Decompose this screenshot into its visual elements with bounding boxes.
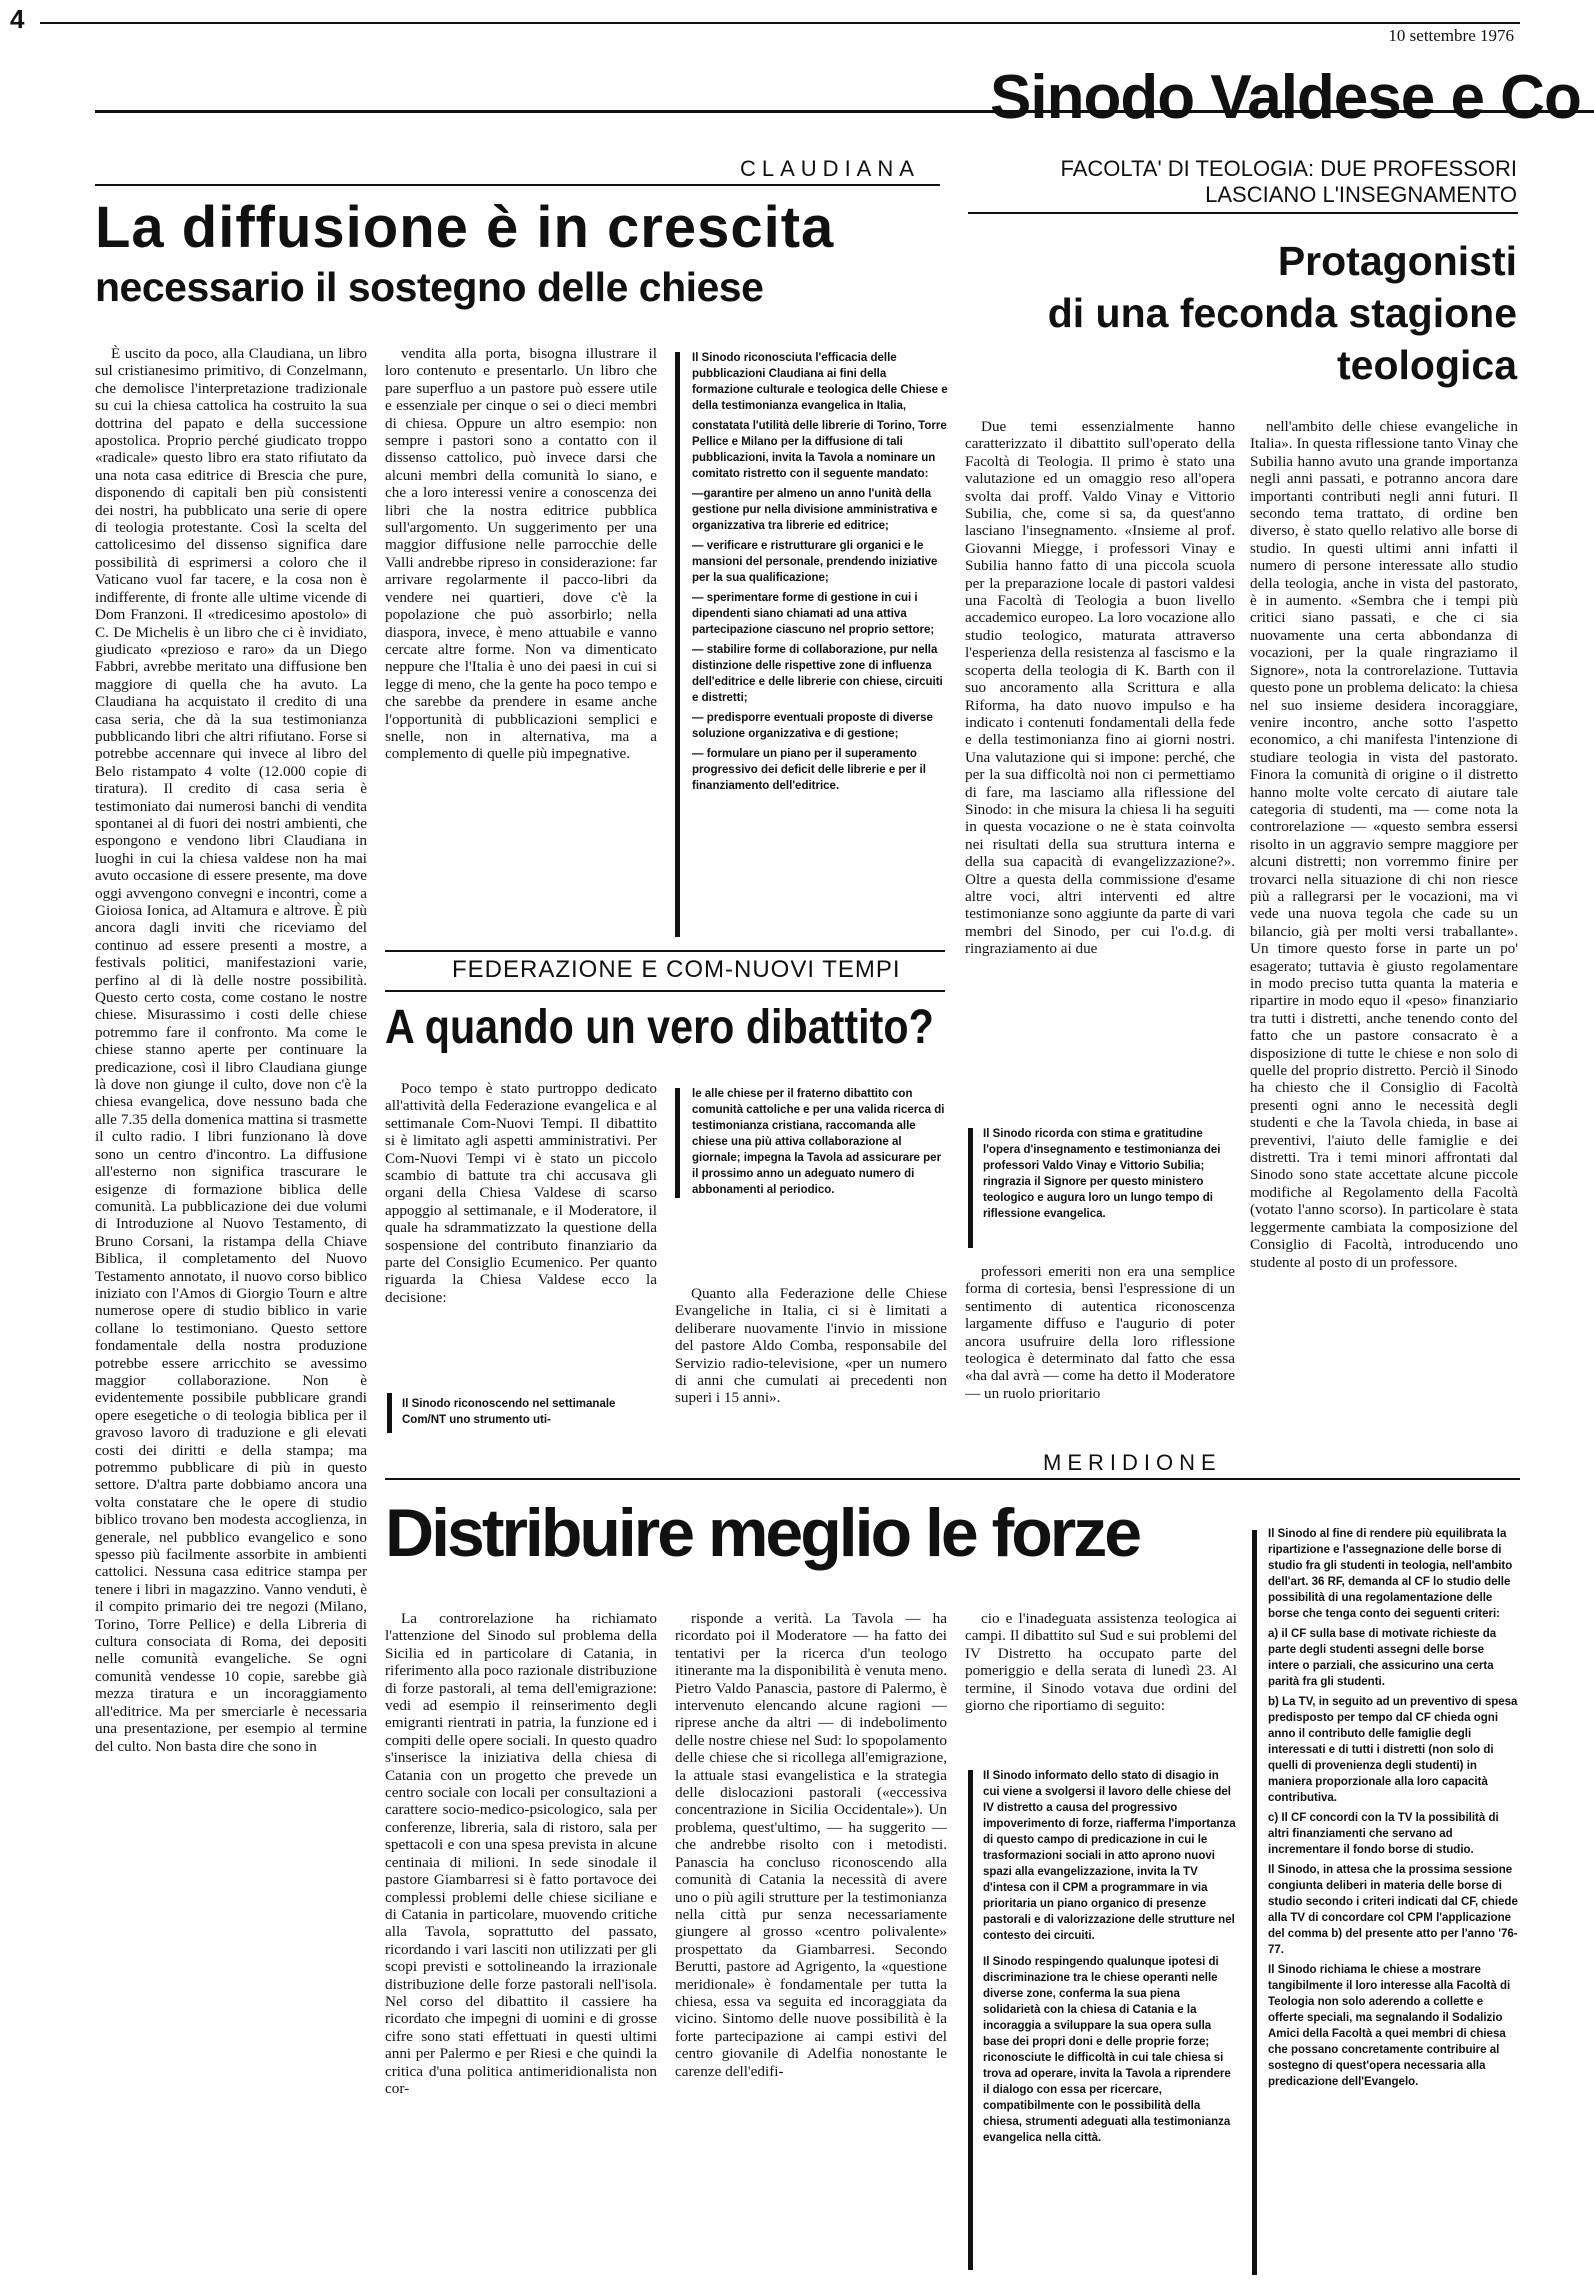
federazione-motion-bar: [387, 1393, 392, 1433]
meridione-rule: [385, 1478, 1520, 1480]
borse-motion-bar: [1252, 1530, 1257, 2275]
borse-motions: Il Sinodo al fine di rendere più equilibrata la ripartizione e l'assegnazione delle borse di studio fra gli studenti in teologia, nell'ambito dell'art. 36 RF, demanda al CF lo studio delle possibilità di una regolamentazione delle borse che tenga conto dei seguenti criteri: a) il CF sulla base di motivate richieste da parte degli studenti assegni delle borse intere o parziali, che assicurino una certa parità fra gli studenti. b) La TV, in seguito ad un preventivo di spesa predisposto per tempo dal CF chieda ogni anno il contributo delle famiglie degli interessati e di tutti i distretti (non solo di quelli di provenienza degli studenti) in maniera proporzionale alla loro capacità contributiva. c) Il CF concordi con la TV la possibilità di altri finanziamenti che servano ad incrementare il fondo borse di studio. Il Sinodo, in attesa che la prossima sessione congiunta deliberi in materia delle borse di studio secondo i criteri indicati dal CF, chiede alla TV di concordare col CPM l'applicazione del comma b) del presente atto per l'anno '76-77. Il Sinodo richiama le chiese a mostrare tangibilmente il loro interesse alla Facoltà di Teologia non solo aderendo a collette e offerte speciali, ma segnalando il Sodalizio Amici della Facoltà a quei membri di chiesa che possano concretamente contribuire al sostegno di quest'opera necessaria alla predicazione dell'Evangelo.: [1268, 1528, 1518, 2088]
claudiana-kicker: CLAUDIANA: [740, 156, 920, 181]
facolta-column-1: Due temi essenzialmente hanno caratterizzato il dibattito sull'operato della Facoltà di Teologia. Il primo è stato una valutazione ed un omaggio reso all'opera svolta dai proff. Valdo Vinay e Vittorio Subilia, che, come si sa, da quest'anno lasciano l'insegnamento. «Insieme al prof. Giovanni Miegge, i professori Vinay e Subilia hanno fatto di una piccola scuola per la preparazione locale di pastori valdesi una Facoltà di Teologia a buon livello accademico europeo. La loro vocazione allo studio teologico, maturata attraverso l'esperienza della resistenza al fascismo e la scoperta della teologia di K. Barth con il suo ancoramento alla Scrittura e alla Riforma, ha dato nuovo impulso e ha indicato i contenuti fondamentali della fede e della testimonianza fino ai giorni nostri. Una valutazione qui si impone: perché, che per la sua difficoltà noi non ci permettiamo di fare, ma lasciamo alla riflessione del Sinodo: in che misura la chiesa li ha seguiti in questa vocazione o ne è stata coinvolta nei risultati della sua struttura interna e della sua capacità di evangelizzazione?». Oltre a questa della commissione d'esame altre voci, altri interventi ed altre testimonianze sono aggiunte da parte di vari membri del Sinodo, per cui l'o.d.g. di ringraziamento ai due: [965, 418, 1235, 958]
facolta-motion: Il Sinodo ricorda con stima e gratitudine l'opera d'insegnamento e testimonianza dei professori Valdo Vinay e Vittorio Subilia; ringrazia il Signore per questo ministero teologico e augura loro un lungo tempo di riflessione evangelica.: [983, 1128, 1221, 1220]
claudiana-title: La diffusione è in crescita: [95, 195, 835, 260]
facolta-column-2: nell'ambito delle chiese evangeliche in Italia». In questa riflessione tanto Vinay che Subilia hanno avuto una grande importanza negli anni passati, e potranno ancora dare importanti contributi negli anni futuri. Il secondo tema trattato, di ordine ben diverso, è stato quello relativo alle borse di studio. In questi ultimi anni infatti il numero di persone interessate allo studio della teologia, anche in vista del pastorato, è in aumento. «Sembra che i tempi più critici siano passati, e che ci sia nuovamente una certa abbondanza di vocazioni, per la quale ringraziamo il Signore», nota la controrelazione. Tuttavia questo pone un problema delicato: la chiesa nel suo insieme desidera incoraggiare, venire incontro, anche sotto l'aspetto economico, a chi manifesta l'intenzione di studiare teologia in vista del pastorato. Finora la comunità di origine o il distretto hanno molte volte cercato di aiutare tale categoria di studenti, ma — come nota la controrelazione — «questo sembra essersi risolto in un aggravio sempre maggiore per alcuni distretti; non vorremmo finire per trovarci nella situazione di chi non riesce più a rallegrarsi per le vocazioni, ma vi vede una nuova tegola che cade su un bilancio, già per molti versi traballante». Un timore questo forse in parte un po' esagerato; tuttavia è giusto regolamentare in modo preciso tutta quanta la materia e ripartire in modo equo il «peso» finanziario tra tutti i distretti, anche tenendo conto del fatto che un pastore consacrato è a disposizione di tutte le chiese e non solo di quelle del proprio distretto. Perciò il Sinodo ha chiesto che il Consiglio di Facoltà presenti ogni anno le necessità degli studenti e che la Tavola chieda, in base ai preventivi, l'aiuto delle famiglie e dei distretti. Tra i temi minori affrontati dal Sinodo sono state accettate alcune piccole modifiche al Regolamento della Facoltà (votato l'anno scorso). In particolare è stata leggermente cambiata la composizione del Consiglio di Facoltà, introducendo uno studente al posto di un professore.: [1250, 418, 1518, 1271]
claudiana-column-2: vendita alla porta, bisogna illustrare il loro contenuto e presentarlo. Un libro che pare superfluo a un pastore può essere utile e essenziale per cinque o sei o dieci membri di chiesa. Oppure un altro esempio: non sempre i pastori sono a contatto con il dissenso cattolico, può invece darsi che alcuni membri della comunità lo siano, e che a loro interessi venire a conoscenza dei libri che la nostra editrice pubblica sull'argomento. Un suggerimento per una maggior diffusione nelle parrocchie delle Valli andrebbe ripreso in considerazione: far arrivare regolarmente il pacco-libri da vendere nei quartieri, dove c'è la popolazione che può assorbirlo; nella diaspora, invece, è meno attuabile e vanno cercate altre forme. Non va dimenticato neppure che l'Italia è uno dei paesi in cui si legge di meno, che la gente ha poco tempo e che sarebbe da prendere in esame anche l'opportunità di pubblicazioni semplici e snelle, non in alternativa, ma a complemento di quelle più impegnative.: [385, 345, 657, 763]
federazione-rule: [385, 950, 945, 952]
claudiana-rule: [95, 184, 940, 186]
federazione-column-1: Poco tempo è stato purtroppo dedicato all'attività della Federazione evangelica e al settimanale Com-Nuovi Tempi. Il dibattito si è limitato agli aspetti amministrativi. Per Com-Nuovi Tempi vi è stato un piccolo scambio di battute tra chi accusava gli organi della Chiesa Valdese di scarso appoggio al settimanale, e il Moderatore, il quale ha sdrammatizzato la questione della sospensione del contributo finanziario da parte del Consiglio Ecumenico. Per quanto riguarda la Chiesa Valdese ecco la decisione:: [385, 1080, 657, 1306]
facolta-title-line-1: Protagonisti: [1277, 238, 1517, 284]
federazione-kicker: FEDERAZIONE E COM-NUOVI TEMPI: [452, 956, 901, 983]
facolta-rule: [968, 212, 1518, 214]
claudiana-motion-bar: [675, 352, 680, 937]
federazione-motion-end: le alle chiese per il fraterno dibattito con comunità cattoliche e per una valida ricerca di testimonianza cristiana, raccomanda alle chiese una più attiva collaborazione al giornale; impegna la Tavola ad assicurare per il prossimo anno un adeguato numero di abbonamenti al periodico.: [692, 1088, 945, 1196]
meridione-motions: Il Sinodo informato dello stato di disagio in cui viene a svolgersi il lavoro delle chiese del IV distretto a causa del progressivo impoverimento di forze, riafferma l'importanza di questo campo di predicazione in cui le trasformazioni sociali in atto aprono nuovi spazi alla evangelizzazione, invita la TV d'intesa con il CPM a programmare in via prioritaria un piano organico di presenze pastorali e di valorizzazione delle strutture nel contesto dei circuiti. Il Sinodo respingendo qualunque ipotesi di discriminazione tra le chiese operanti nelle diverse zone, conferma la sua piena solidarietà con la chiesa di Catania e la incoraggia a sviluppare la sua opera sulla base dei propri doni e delle proprie forze; riconosciute le difficoltà in cui tale chiesa si trova ad operare, invita la Tavola a riprendere il dialogo con essa per ricercare, compatibilmente con le possibilità della chiesa, strumenti adeguati alla testimonianza evangelica nella città.: [983, 1770, 1236, 2144]
section-banner: Sinodo Valdese e Co: [990, 63, 1581, 132]
facolta-title-line-3: teologica: [1337, 342, 1517, 388]
facolta-column-1-end: professori emeriti non era una semplice forma di cortesia, bensì l'espressione di un sentimento di autentica riconoscenza largamente diffuso e l'augurio di poter ancora usufruire della loro riflessione teologica è determinato dal fatto che essa «ha dal avrà — come ha detto il Moderatore — un ruolo prioritario: [965, 1263, 1235, 1402]
header-rule: [40, 22, 1520, 24]
federazione-motion-start: Il Sinodo riconoscendo nel settimanale Com/NT uno strumento uti-: [402, 1398, 616, 1426]
meridione-motion-bar: [968, 1770, 973, 2270]
issue-date: 10 settembre 1976: [1388, 26, 1514, 45]
meridione-kicker: MERIDIONE: [1043, 1450, 1222, 1475]
claudiana-column-1: È uscito da poco, alla Claudiana, un libro sul cristianesimo primitivo, di Conzelmann, che demolisce l'interpretazione tradizionale su cui la chiesa cattolica ha costruito la sua dottrina del papato e della successione apostolica. Proprio perché giudicato troppo «radicale» questo libro era stato rifiutato da una nota casa editrice di Brescia che pure, disponendo di capitali ben più consistenti dei nostri, ha pubblicato una serie di opere di teologia protestante. Così la scelta del cattolicesimo del dissenso significa dare possibilità di esprimersi a coloro che il Vaticano vuol far tacere, e la cosa non è indifferente, di fronte alle ultime vicende di Dom Franzoni. Il «tredicesimo apostolo» di C. De Michelis è un libro che ci è invidiato, giudicato «prezioso e raro» da un Diego Fabbri, avrebbe meritato una diffusione ben maggiore di quella che ha avuto. La Claudiana ha acquistato il credito di una casa seria, che dà la sua testimonianza pubblicando libri che altri rifiutano. Forse si potrebbe accennare qui invece al libro del Belo ristampato 4 volte (12.000 copie di tiratura). Il credito di casa seria è testimoniato dai numerosi banchi di vendita spontanei al di fuori dei nostri ambienti, che espongono e vendono libri Claudiana in luoghi in cui la chiesa valdese non ha mai avuto occasione di essere presente, ma dove oggi avvengono convegni e incontri, come a Gioiosa Ionica, ad Altamura e altrove. È più ancora dagli inviti che riceviamo del continuo ad essere presenti a mostre, a festivals politici, manifestazioni varie, perfino al di là delle nostre possibilità. Questo certo costa, come costano le nostre chiese. Misurassimo i costi delle chiese potremmo fare il confronto. Ma come le chiese stanno aperte per continuare la predicazione, così il libro Claudiana giunge là dove non giunge il culto, dove non c'è la chiesa evangelica, dove nessuno bada che alle 7.35 della domenica mattina si trasmette il culto radio. I libri funzionano là dove sono un centro d'incontro. La diffusione all'esterno non significa trascurare le esigenze di formazione biblica delle comunità. La pubblicazione dei due volumi di Introduzione al Nuovo Testamento, di Bruno Corsani, la ristampa della Chiave Biblica, il completamento del Nuovo Testamento annotato, il nuovo corso biblico iniziato con l'Amos di Giorgio Tourn e altre numerose opere di studio biblico in varie collane lo testimoniano. Questo settore fondamentale della nostra produzione potrebbe essere arricchito se avessimo maggior collaborazione. Non è evidentemente possibile pubblicare grandi opere esegetiche o di teologia biblica per il gravoso lavoro di traduzione e gli elevati costi dei diritti e della stampa; ma potremmo pubblicare di più in questo settore. D'altra parte dobbiamo ancora una volta constatare che le opere di studio biblico trovano ben modesta accoglienza, in generale, nel pubblico evangelico e sono spesso più facilmente assorbite in ambienti cattolici. Nessuna casa editrice stampa per tenere i libri in magazzino. Vanno venduti, è il compito primario dei tre negozi (Milano, Torino, Torre Pellice) e della Libreria di cultura consociata di Roma, dei depositi nelle comunità evangeliche. Se ogni comunità vendesse 10 copie, sarebbe già mezza tiratura e un incoraggiamento all'editrice. Ma per smerciarle è necessaria una presentazione, per esempio al termine del culto. Non basta dire che sono in: [95, 345, 367, 1755]
claudiana-subtitle: necessario il sostegno delle chiese: [95, 264, 764, 310]
meridione-column-2: risponde a verità. La Tavola — ha ricordato poi il Moderatore — ha fatto dei tentativi per la ricerca d'un teologo itinerante ma la disponibilità è venuta meno. Pietro Valdo Panascia, pastore di Palermo, è intervenuto elencando alcune ragioni — riprese anche da altri — di indebolimento delle nostre chiese nel Sud: lo spopolamento delle chiese che si ricollega all'emigrazione, la attuale stasi evangelistica e la strategia delle dislocazioni pastorali («eccessiva concentrazione in Sicilia Occidentale»). Un problema, quest'ultimo, — ha suggerito — che andrebbe risolto con i metodisti. Panascia ha concluso riconoscendo alla comunità di Catania la necessità di avere uno o più agili strutture per la testimonianza nella città pur senza necessariamente giungere al grosso «centro polivalente» prospettato da Giambarresi. Secondo Berutti, pastore ad Agrigento, la «questione meridionale» è fondamentale per tutta la chiesa, essa va seguita ed incoraggiata da vicino. Sintomo delle nuove possibilità è la forte partecipazione ai campi estivi del centro giovanile di Adelfia nonostante le carenze dell'edifi-: [675, 1610, 947, 2080]
meridione-column-1: La controrelazione ha richiamato l'attenzione del Sinodo sul problema della Sicilia ed in particolare di Catania, in riferimento alla poco razionale distribuzione di forze pastorali, al tema dell'emigrazione: vedi ad esempio il reinserimento degli emigranti rientrati in patria, la funzione ed i compiti delle opere sociali. In questo quadro s'inserisce la iniziativa della chiesa di Catania con un progetto che prevede un centro sociale con locali per consultazioni a carattere socio-medico-psicologico, sala per conferenze, libreria, sala di ristoro, sala per spettacoli e con una spesa prevista in alcune centinaia di milioni. In sede sinodale il pastore Giambarresi si è fatto portavoce dei complessi problemi delle chiese siciliane e di Catania in particolare, muovendo critiche alla Tavola, soprattutto del passato, ricordando i vari lasciti non utilizzati per gli scopi previsti e sottolineando la irrazionale distribuzione delle forze pastorali nell'isola. Nel corso del dibattito il cassiere ha ricordato che impegni di uomini e di grosse cifre sono stati effettuati in questi ultimi anni per Palermo e per Riesi e che quindi la critica d'una politica antimeridionalista non cor-: [385, 1610, 657, 2097]
facolta-kicker: FACOLTA' DI TEOLOGIA: DUE PROFESSORI LASCIANO L'INSEGNAMENTO: [1060, 156, 1517, 207]
meridione-column-3: cio e l'inadeguata assistenza teologica ai campi. Il dibattito sul Sud e sui problemi del IV Distretto ha occupato parte del pomeriggio e della serata di lunedì 23. Al termine, il Sinodo votava due ordini del giorno che riportiamo di seguito:: [965, 1610, 1237, 1715]
federazione-column-2: Quanto alla Federazione delle Chiese Evangeliche in Italia, ci si è limitati a deliberare nuovamente l'invio in missione del pastore Aldo Comba, responsabile del Servizio radio-televisione, «per un numero di anni che cumulati ai precedenti non superi i 15 anni».: [675, 1285, 947, 1407]
facolta-motion-bar: [968, 1128, 973, 1248]
claudiana-motion: Il Sinodo riconosciuta l'efficacia delle pubblicazioni Claudiana ai fini della formazione culturale e teologica delle Chiese e della testimonianza evangelica in Italia, constatata l'utilità delle librerie di Torino, Torre Pellice e Milano per la diffusione di tali pubblicazioni, invita la Tavola a nominare un comitato ristretto con il seguente mandato: —garantire per almeno un anno l'unità della gestione pur nella divisione amministrativa e organizzativa tra librerie ed editrice; — verificare e ristrutturare gli organici e le mansioni del personale, prendendo iniziative per la sua qualificazione; — sperimentare forme di gestione in cui i dipendenti siano chiamati ad una attiva partecipazione ciascuno nel proprio settore; — stabilire forme di collaborazione, pur nella distinzione delle rispettive zone di influenza dell'editrice e delle librerie con chiese, circuiti e distretti; — predisporre eventuali proposte di diverse soluzione organizzativa e di gestione; — formulare un piano per il superamento progressivo dei deficit delle librerie e per il finanziamento dell'editrice.: [692, 352, 948, 792]
meridione-title: Distribuire meglio le forze: [385, 1495, 1140, 1571]
facolta-title-line-2: di una feconda stagione: [1047, 290, 1517, 336]
federazione-motion-bar-2: [675, 1088, 680, 1198]
page-number: 4: [10, 4, 25, 34]
federazione-rule-2: [385, 990, 945, 992]
federazione-title: A quando un vero dibattito?: [385, 1001, 934, 1054]
